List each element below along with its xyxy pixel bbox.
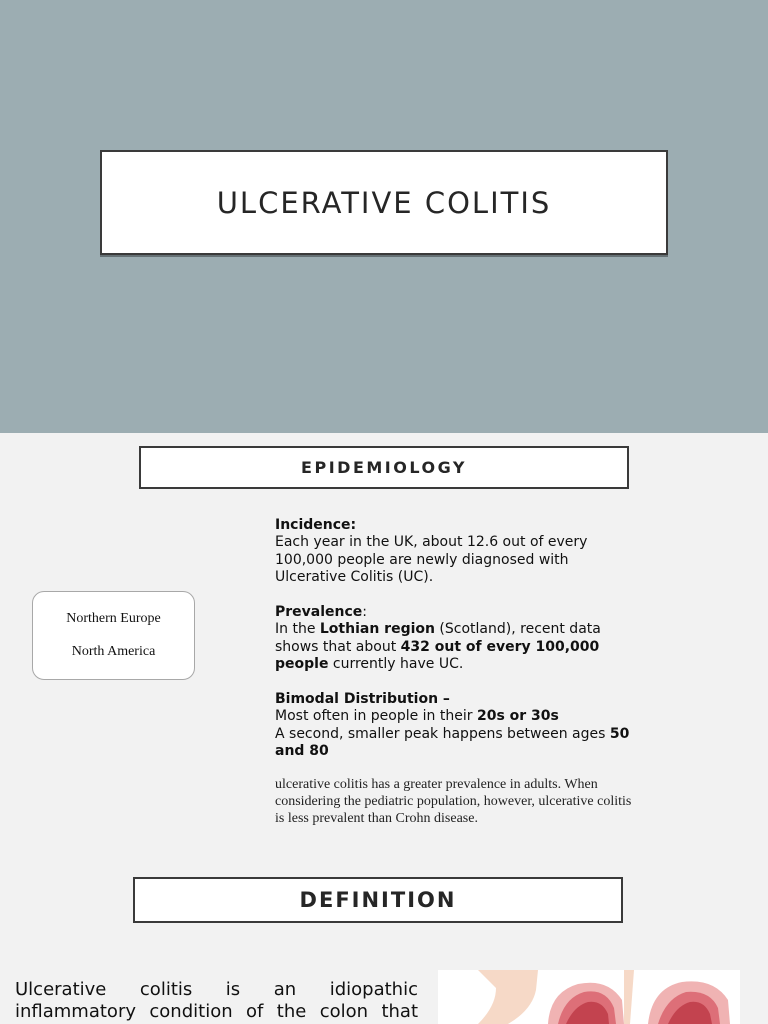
title-slide xyxy=(0,0,768,433)
prevalence-figure: people xyxy=(275,656,329,673)
bimodal-age-range: and 80 xyxy=(275,743,329,760)
epidemiology-slide xyxy=(0,433,768,863)
definition-line-1: Ulcerative colitis is an idiopathic xyxy=(15,979,418,1000)
title-box xyxy=(100,150,668,255)
prevalence-section xyxy=(275,604,655,674)
epidemiology-header-box xyxy=(139,446,629,489)
regions-box xyxy=(32,591,195,680)
bimodal-line-3 xyxy=(275,743,655,760)
prevalence-text: (Scotland), recent data xyxy=(434,621,601,638)
prevalence-line-3 xyxy=(275,656,655,673)
prevalence-region: Lothian region xyxy=(319,621,435,638)
incidence-line-1: Each year in the UK, about 12.6 out of every xyxy=(275,534,588,551)
bimodal-section xyxy=(275,691,655,761)
note-line-3: is less prevalent than Crohn disease. xyxy=(275,811,478,826)
definition-text xyxy=(15,979,418,1023)
incidence-line-3: Ulcerative Colitis (UC). xyxy=(275,569,434,586)
bimodal-label: Bimodal Distribution – xyxy=(275,691,450,708)
prevalence-text: currently have UC. xyxy=(328,656,464,673)
epidemiology-body xyxy=(275,517,655,761)
bimodal-text: Most often in people in their xyxy=(275,708,477,725)
bimodal-age-range: 50 xyxy=(609,725,630,742)
bimodal-line-2 xyxy=(275,726,655,743)
definition-line-2: inflammatory condition of the colon that xyxy=(15,1001,418,1022)
definition-slide xyxy=(0,863,768,1024)
definition-header-box xyxy=(133,877,623,923)
epidemiology-heading: EPIDEMIOLOGY xyxy=(301,458,467,477)
incidence-line-2: 100,000 people are newly diagnosed with xyxy=(275,551,569,568)
incidence-section xyxy=(275,517,655,587)
bimodal-age-range: 20s or 30s xyxy=(476,708,559,725)
prevalence-label-row xyxy=(275,604,655,621)
prevalence-line-1 xyxy=(275,621,655,638)
prevalence-line-2 xyxy=(275,639,655,656)
prevalence-note xyxy=(275,776,655,827)
bimodal-line-1 xyxy=(275,708,655,725)
region-northern-europe: Northern Europe xyxy=(66,611,161,626)
incidence-label: Incidence: xyxy=(275,517,357,533)
prevalence-figure: 432 out of every 100,000 xyxy=(400,638,600,655)
slide-title: ULCERATIVE COLITIS xyxy=(216,185,552,220)
definition-heading: DEFINITION xyxy=(299,888,457,912)
colon-illustration xyxy=(438,970,740,1024)
note-line-2: considering the pediatric population, however, ulcerative colitis xyxy=(275,794,632,809)
region-north-america: North America xyxy=(71,644,156,659)
prevalence-text: shows that about xyxy=(275,638,401,655)
prevalence-colon: : xyxy=(362,604,368,621)
prevalence-label: Prevalence xyxy=(275,604,363,621)
colon-illustration-graphic xyxy=(438,970,740,1024)
prevalence-text: In the xyxy=(275,621,320,638)
bimodal-text: A second, smaller peak happens between ages xyxy=(275,725,610,742)
note-line-1: ulcerative colitis has a greater prevalence in adults. When xyxy=(275,777,598,792)
